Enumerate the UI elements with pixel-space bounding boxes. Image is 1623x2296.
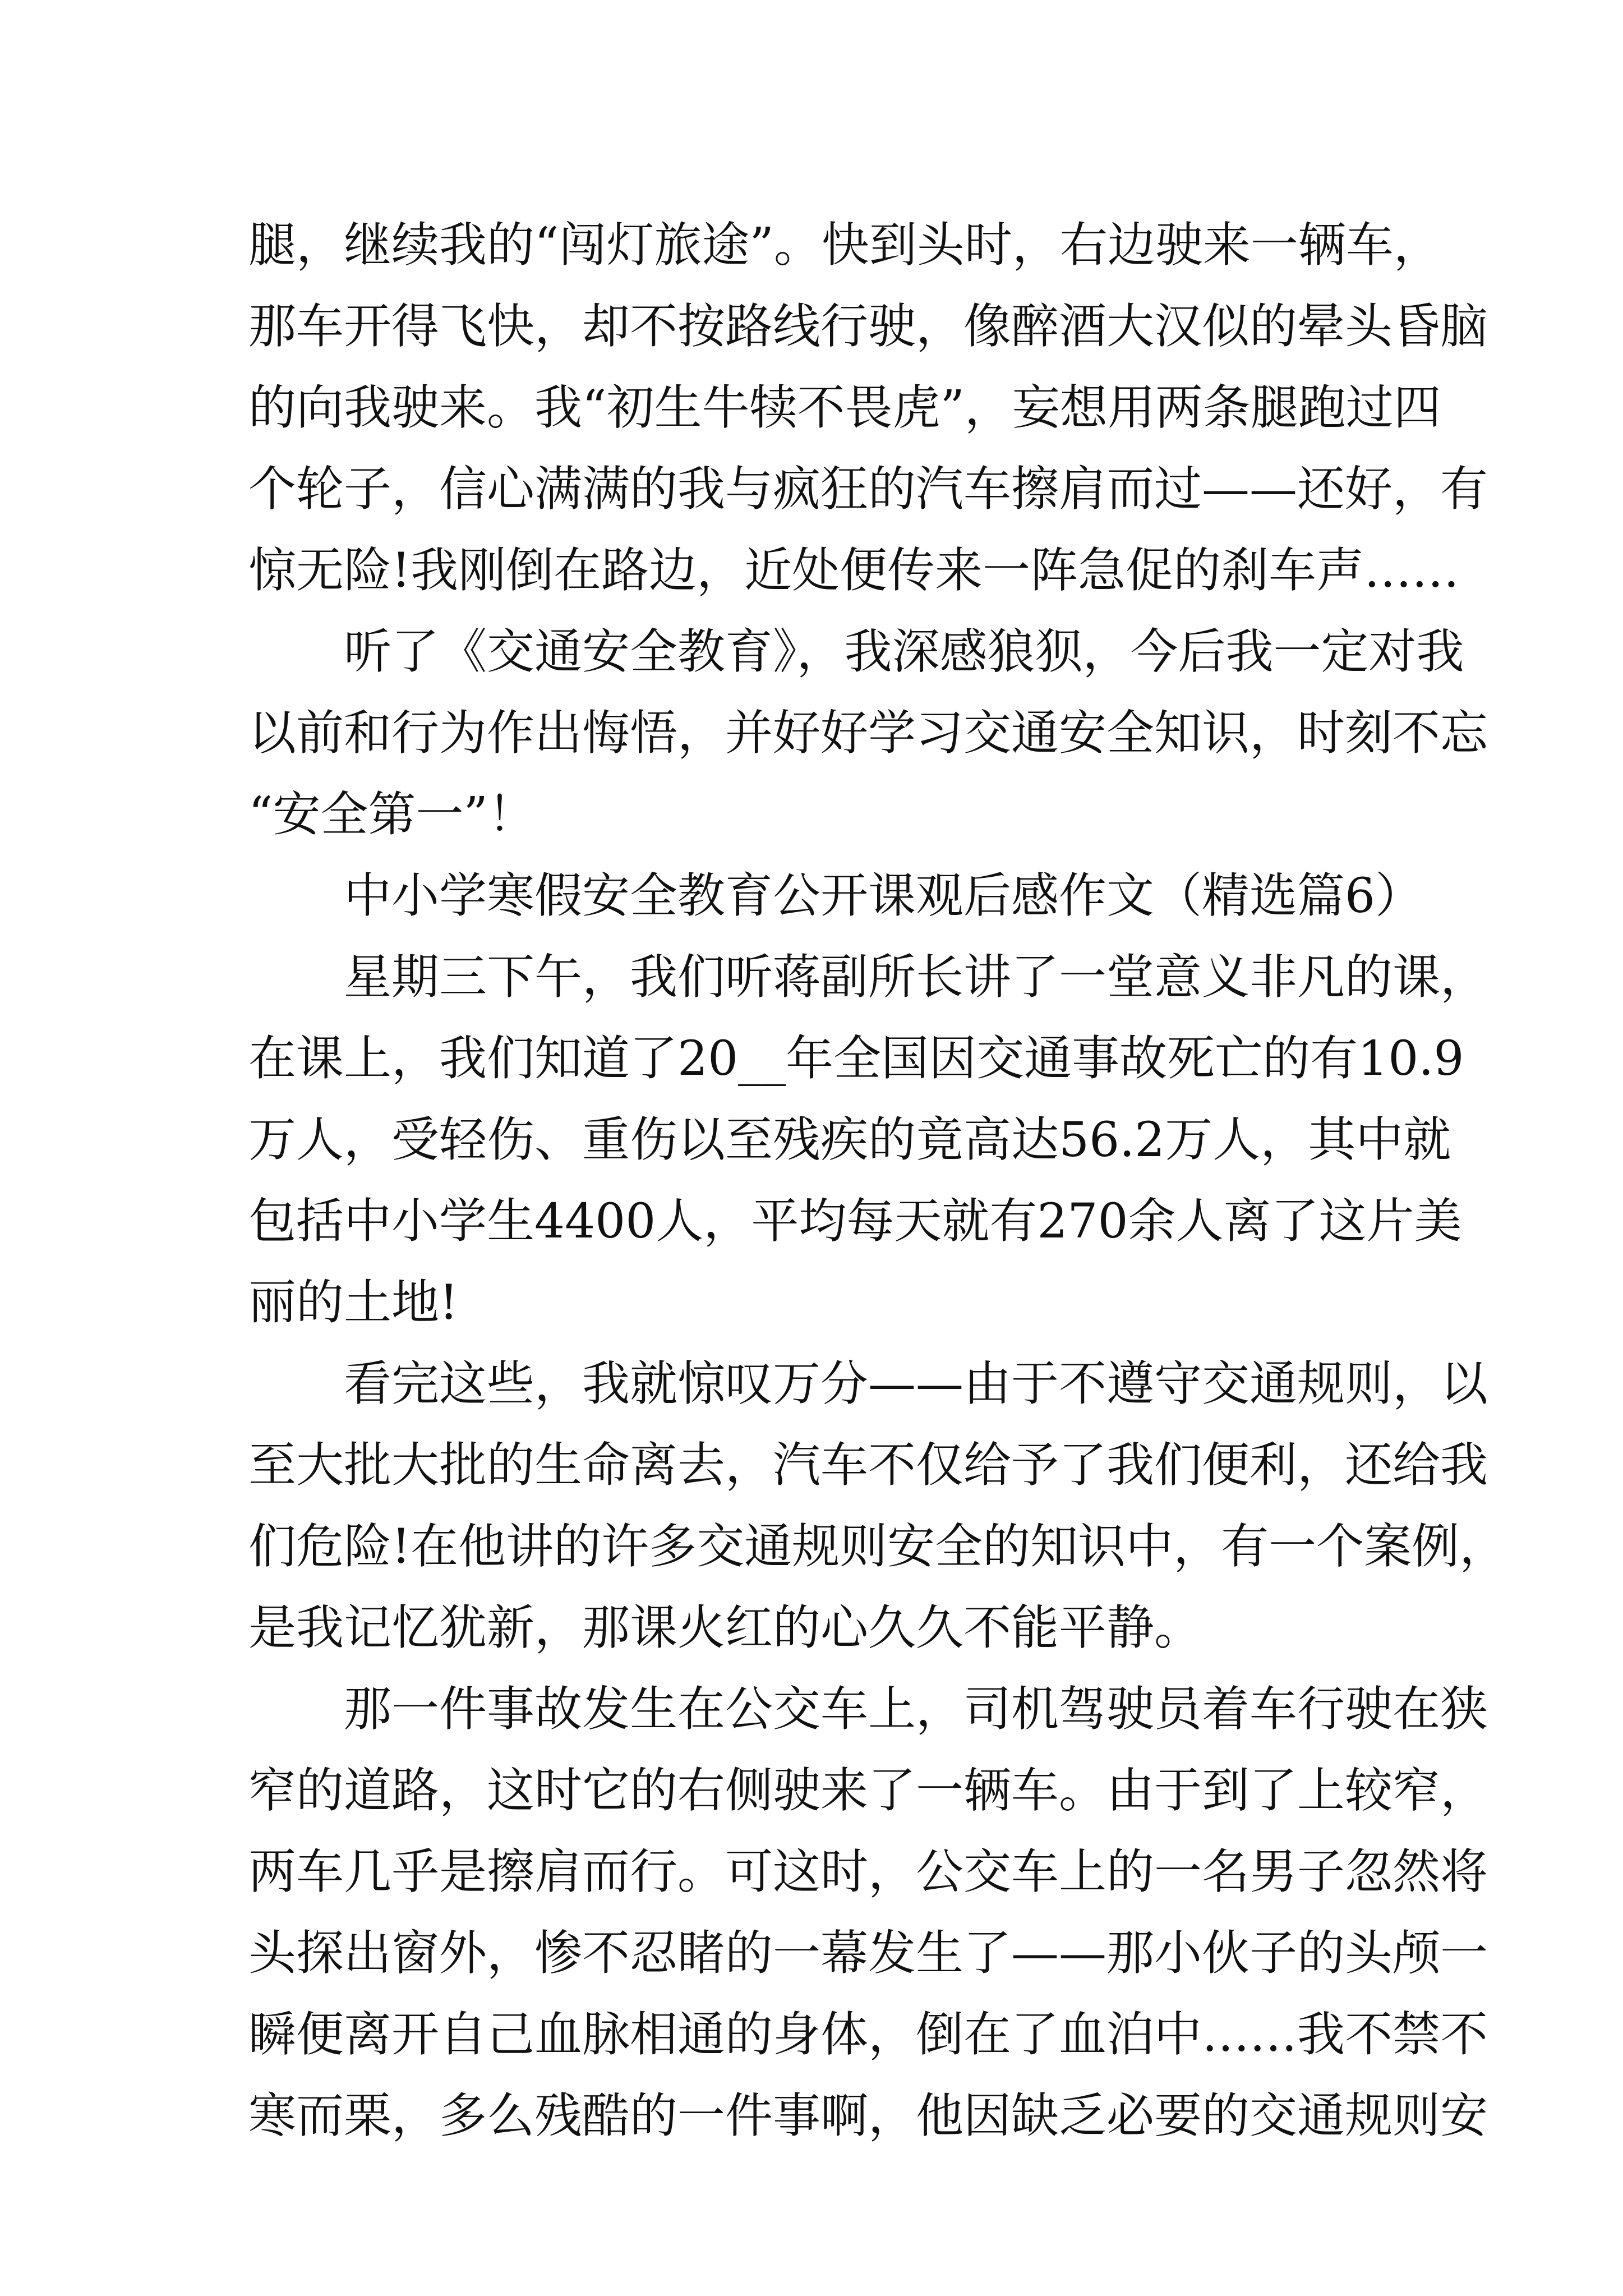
text-line: 们危险!在他讲的许多交通规则安全的知识中，有一个案例， [248, 1519, 1507, 1575]
text-line: 在课上，我们知道了20__年全国因交通事故死亡的有10.9 [248, 1031, 1464, 1087]
text-line: 包括中小学生4400人，平均每天就有270余人离了这片美 [248, 1194, 1462, 1249]
text-line: 丽的土地! [248, 1275, 459, 1331]
text-line: 是我记忆犹新，那课火红的心久久不能平静。 [248, 1600, 1202, 1656]
text-line: 窄的道路，这时它的右侧驶来了一辆车。由于到了上较窄， [248, 1763, 1488, 1819]
paragraph-first-line: 听了《交通安全教育》，我深感狼狈，今后我一定对我 [344, 624, 1464, 680]
paragraph-first-line: 星期三下午，我们听蒋副所长讲了一堂意义非凡的课， [344, 950, 1488, 1005]
text-line: 两车几乎是擦肩而行。可这时，公交车上的一名男子忽然将 [248, 1844, 1488, 1900]
document-body [248, 205, 1507, 2157]
text-line: 个轮子，信心满满的我与疯狂的汽车擦肩而过——还好，有 [248, 462, 1488, 517]
text-line: 瞬便离开自己血脉相通的身体，倒在了血泊中……我不禁不 [248, 2007, 1488, 2063]
text-line: 至大批大批的生命离去，汽车不仅给予了我们便利，还给我 [248, 1438, 1488, 1493]
text-line: 惊无险!我刚倒在路边，近处便传来一阵急促的刹车声…… [248, 543, 1460, 599]
text-line: 万人，受轻伤、重伤以至残疾的竟高达56.2万人，其中就 [248, 1112, 1451, 1168]
paragraph-first-line: 看完这些，我就惊叹万分——由于不遵守交通规则，以 [344, 1356, 1488, 1412]
text-line: 以前和行为作出悔悟，并好好学习交通安全知识，时刻不忘 [248, 706, 1488, 761]
text-line: 寒而栗，多么残酷的一件事啊，他因缺乏必要的交通规则安 [248, 2088, 1488, 2144]
text-line: 那车开得飞快，却不按路线行驶，像醉酒大汉似的晕头昏脑 [248, 299, 1488, 355]
text-line: “安全第一”！ [248, 787, 536, 843]
text-line: 腿，继续我的“闯灯旅途”。快到头时，右边驶来一辆车， [248, 218, 1441, 273]
text-line: 头探出窗外，惨不忍睹的一幕发生了——那小伙子的头颅一 [248, 1926, 1488, 1981]
text-line: 的向我驶来。我“初生牛犊不畏虎”，妄想用两条腿跑过四 [248, 380, 1441, 436]
paragraph-first-line: 那一件事故发生在公交车上，司机驾驶员着车行驶在狭 [344, 1682, 1488, 1737]
section-title: 中小学寒假安全教育公开课观后感作文（精选篇6） [344, 868, 1423, 924]
